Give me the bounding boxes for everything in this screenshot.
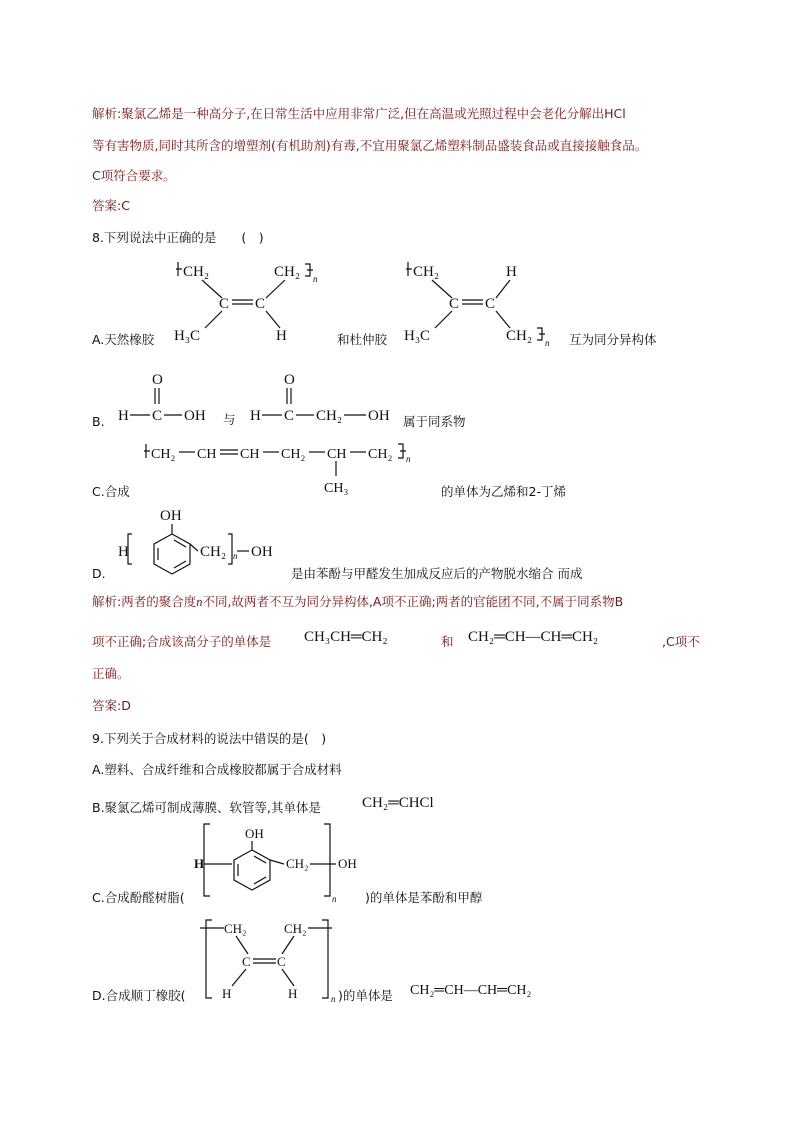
svg-text:C: C — [277, 954, 286, 969]
q9-stem: 9.下列关于合成材料的说法中错误的是( ) — [92, 731, 327, 746]
q7-answer: 答案:C — [92, 198, 130, 213]
svg-text:OH: OH — [251, 544, 273, 560]
natural-rubber-structure — [172, 256, 342, 348]
svg-text:CH₂: CH₂ — [274, 264, 301, 280]
q8-analysis-line1 — [92, 594, 623, 610]
cis-polybutadiene-structure — [198, 914, 338, 1006]
svg-text:CH: CH — [240, 447, 260, 462]
q8-analysis-n: n — [196, 595, 203, 609]
q8-optA-mid: 和杜仲胶 — [337, 332, 388, 347]
q8-optC-tail: 的单体为乙烯和2-丁烯 — [441, 484, 566, 499]
gutta-percha-structure — [402, 256, 572, 348]
q8-analysis2-b: ,C项不 — [662, 634, 700, 649]
svg-text:CH: CH — [327, 447, 347, 462]
svg-text:n: n — [313, 274, 318, 284]
svg-text:OH: OH — [368, 408, 390, 424]
q8-optC-label: C.合成 — [92, 484, 130, 499]
glycolic-aldehyde-structure — [248, 368, 408, 428]
q8-optB-tail: 属于同系物 — [403, 414, 466, 429]
svg-text:H: H — [250, 408, 261, 424]
vinyl-chloride-formula: CH₂═CHCl — [362, 795, 434, 811]
svg-text:OH: OH — [184, 408, 206, 424]
svg-text:C: C — [152, 408, 163, 424]
q9-optC-label: C.合成酚醛树脂( — [92, 890, 185, 905]
svg-text:O: O — [284, 372, 295, 388]
svg-text:OH: OH — [338, 856, 357, 871]
q8-analysis-pre: 解析:两者的聚合度 — [92, 594, 197, 609]
q8-optA-label: A.天然橡胶 — [92, 332, 155, 347]
svg-text:C: C — [284, 408, 295, 424]
butadiene-formula: CH₂═CH—CH═CH₂ — [468, 629, 599, 645]
svg-text:H: H — [222, 986, 232, 1001]
svg-text:OH: OH — [245, 826, 264, 841]
svg-text:CH₂: CH₂ — [368, 447, 393, 462]
svg-text:CH₂: CH₂ — [316, 408, 343, 424]
q9-optC-tail: )的单体是苯酚和甲醇 — [365, 890, 483, 905]
svg-text:CH₂: CH₂ — [284, 921, 307, 936]
butadiene-formula-2: CH₂═CH—CH═CH₂ — [410, 983, 532, 998]
q9-optD-label: D.合成顺丁橡胶( — [92, 988, 186, 1003]
svg-text:CH₂: CH₂ — [183, 264, 210, 280]
svg-text:C: C — [242, 954, 251, 969]
svg-text:n: n — [545, 338, 550, 348]
propene-formula: CH₃CH═CH₂ — [304, 629, 388, 645]
phenolic-resin-structure-1 — [116, 504, 286, 582]
q8-optB-label: B. — [92, 414, 105, 429]
svg-text:CH₂: CH₂ — [286, 856, 309, 871]
q8-analysis-post: 不同,故两者不互为同分异构体,A项不正确;两者的官能团不同,不属于同系物B — [202, 594, 624, 609]
q8-optA-tail: 互为同分异构体 — [569, 332, 657, 347]
svg-text:CH₃: CH₃ — [324, 481, 349, 496]
svg-text:H₃C: H₃C — [404, 328, 431, 344]
svg-text:H: H — [118, 544, 129, 560]
svg-text:C: C — [255, 296, 266, 312]
formic-acid-structure — [116, 368, 220, 428]
q8-optB-mid: 与 — [223, 412, 236, 427]
phenolic-resin-structure-2 — [192, 820, 372, 906]
svg-text:O: O — [152, 372, 163, 388]
q8-answer: 答案:D — [92, 698, 131, 713]
svg-text:n: n — [332, 894, 337, 904]
q8-stem: 8.下列说法中正确的是 ( ) — [92, 230, 264, 245]
q8-analysis2-a: 项不正确;合成该高分子的单体是 — [92, 634, 272, 649]
q8-analysis3: 正确。 — [92, 666, 130, 681]
svg-text:CH: CH — [197, 447, 217, 462]
q9-optA: A.塑料、合成纤维和合成橡胶都属于合成材料 — [92, 762, 342, 777]
svg-text:C: C — [485, 296, 496, 312]
svg-text:n: n — [331, 994, 336, 1004]
svg-text:CH₂: CH₂ — [506, 328, 533, 344]
svg-text:CH₂: CH₂ — [281, 447, 306, 462]
svg-text:C: C — [449, 296, 460, 312]
svg-text:CH₂: CH₂ — [200, 544, 227, 560]
svg-text:H: H — [118, 408, 129, 424]
q7-analysis-line1: 解析:聚氯乙烯是一种高分子,在日常生活中应用非常广泛,但在高温或光照过程中会老化分解出HCl — [92, 106, 626, 121]
q7-analysis-line3: C项符合要求。 — [92, 168, 176, 183]
svg-text:CH₂: CH₂ — [224, 921, 247, 936]
q8-analysis2-and: 和 — [441, 634, 454, 649]
copolymer-structure — [140, 440, 440, 498]
svg-text:CH₂: CH₂ — [413, 264, 440, 280]
svg-text:OH: OH — [160, 508, 182, 524]
q9-optB: B.聚氯乙烯可制成薄膜、软管等,其单体是 — [92, 800, 322, 815]
svg-text:CH₂: CH₂ — [151, 447, 176, 462]
svg-text:H: H — [276, 328, 287, 344]
q8-optD-tail: 是由苯酚与甲醛发生加成反应后的产物脱水缩合 而成 — [291, 566, 583, 581]
svg-text:n: n — [406, 454, 411, 464]
svg-text:n: n — [233, 551, 238, 561]
q9-optD-tail: )的单体是 — [338, 988, 393, 1003]
svg-text:H₃C: H₃C — [174, 328, 201, 344]
svg-text:H: H — [506, 264, 517, 280]
svg-text:H: H — [288, 986, 298, 1001]
svg-text:H: H — [194, 856, 205, 871]
svg-text:C: C — [219, 296, 230, 312]
q8-optD-label: D. — [92, 566, 106, 581]
q7-analysis-line2: 等有害物质,同时其所含的增塑剂(有机助剂)有毒,不宜用聚氯乙烯塑料制品盛装食品或直接接触食品。 — [92, 138, 648, 153]
